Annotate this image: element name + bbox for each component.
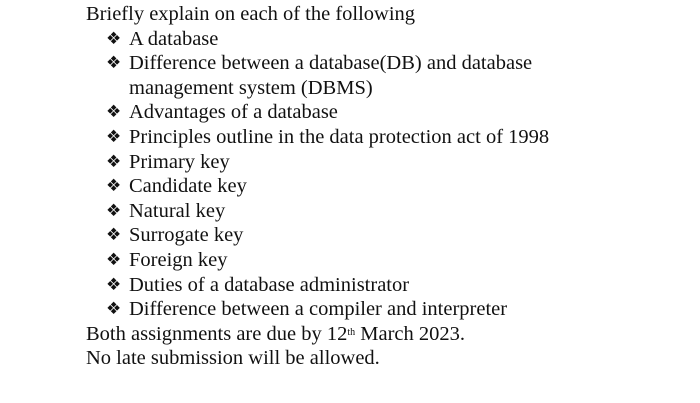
diamond-bullet-icon: ❖ [106,53,122,74]
due-date-line [86,322,686,347]
diamond-bullet-icon: ❖ [106,225,122,246]
list-item-text: Candidate key [129,175,247,198]
due-date-month: March 2023. [355,322,466,345]
list-item-text: Natural key [129,199,226,222]
list-item [106,223,686,248]
intro-line: Briefly explain on each of the following [86,3,416,25]
diamond-bullet-icon: ❖ [106,176,122,197]
due-date-text: Both assignments are due by 12 [86,322,348,345]
list-item-text: A database [129,27,219,50]
diamond-bullet-icon: ❖ [106,151,122,172]
diamond-bullet-icon: ❖ [106,102,122,123]
list-item [106,297,686,322]
diamond-bullet-icon: ❖ [106,299,122,320]
diamond-bullet-icon: ❖ [106,126,122,147]
list-item [106,248,686,273]
list-item [106,150,686,175]
late-submission-note: No late submission will be allowed. [86,347,380,370]
list-item-text: Foreign key [129,248,228,271]
list-item-text: Surrogate key [129,224,244,247]
list-item [106,199,686,224]
due-date-ordinal: th [347,326,356,338]
list-item [106,125,686,150]
list-item [106,273,686,298]
list-item [106,27,686,52]
list-item [106,100,686,125]
list-item-text: Primary key [129,150,230,173]
list-item-text: Duties of a database administrator [129,273,410,296]
diamond-bullet-icon: ❖ [106,200,122,221]
list-item-text: Difference between a database(DB) and database [129,52,533,75]
list-item-continuation: management system (DBMS) [129,76,373,99]
diamond-bullet-icon: ❖ [106,28,122,49]
list-item-text: Difference between a compiler and interpreter [129,298,508,321]
list-item [106,51,686,100]
diamond-bullet-icon: ❖ [106,249,122,270]
list-item [106,174,686,199]
list-item-text: Advantages of a database [129,101,338,124]
diamond-bullet-icon: ❖ [106,274,122,295]
bullet-list [86,27,686,322]
document-body [86,2,686,371]
list-item-text: Principles outline in the data protection act of 1998 [129,125,550,148]
